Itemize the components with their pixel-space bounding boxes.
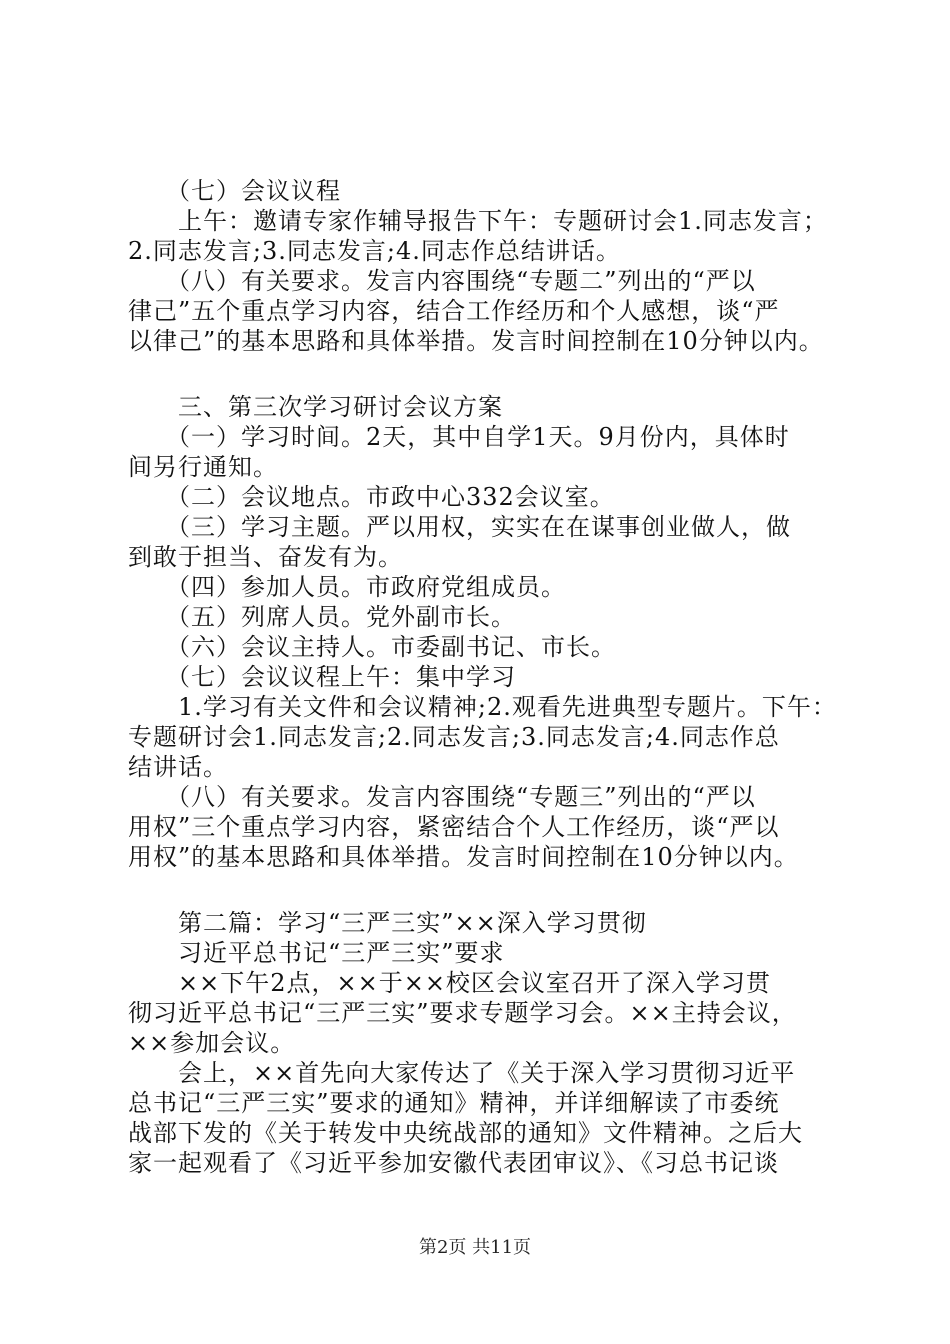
text-line: （二）会议地点。市政中心332会议室。 — [128, 483, 615, 511]
text-line: 彻习近平总书记“三严三实”要求专题学习会。××主持会议， — [128, 999, 797, 1027]
text-line: 会上，××首先向大家传达了《关于深入学习贯彻习近平 — [128, 1059, 796, 1087]
text-line: （七）会议议程上午：集中学习 — [128, 663, 516, 691]
text-line: 家一起观看了《习近平参加安徽代表团审议》、《习总书记谈 — [128, 1149, 779, 1177]
article-title-continued: 习近平总书记“三严三实”要求 — [128, 939, 505, 967]
text-line: （四）参加人员。市政府党组成员。 — [128, 573, 566, 601]
text-line: 专题研讨会1.同志发言;2.同志发言;3.同志发言;4.同志作总 — [128, 723, 780, 751]
text-line: （八）有关要求。发言内容围绕“专题二”列出的“严以 — [128, 267, 756, 295]
text-line: ××下午2点，××于××校区会议室召开了深入学习贯 — [128, 969, 771, 997]
text-line: （五）列席人员。党外副市长。 — [128, 603, 516, 631]
text-line: 1.学习有关文件和会议精神;2.观看先进典型专题片。下午： — [128, 693, 837, 721]
article-title: 第二篇：学习“三严三实”××深入学习贯彻 — [128, 909, 647, 937]
text-line: （八）有关要求。发言内容围绕“专题三”列出的“严以 — [128, 783, 756, 811]
text-line: 律己”五个重点学习内容，结合工作经历和个人感想，谈“严 — [128, 297, 780, 325]
text-line: （三）学习主题。严以用权，实实在在谋事创业做人，做 — [128, 513, 791, 541]
text-line: ××参加会议。 — [128, 1029, 296, 1057]
text-line: （一）学习时间。2天，其中自学1天。9月份内，具体时 — [128, 423, 790, 451]
text-line: （七）会议议程 — [128, 177, 341, 205]
page-number-footer: 第2页 共11页 — [418, 1237, 532, 1258]
text-line: （六）会议主持人。市委副书记、市长。 — [128, 633, 616, 661]
section-heading: 三、第三次学习研讨会议方案 — [128, 393, 503, 421]
text-line: 总书记“三严三实”要求的通知》精神，并详细解读了市委统 — [128, 1089, 780, 1117]
text-line: 2.同志发言;3.同志发言;4.同志作总结讲话。 — [128, 237, 621, 265]
document-body — [128, 176, 840, 1178]
paragraph-gap — [128, 356, 840, 392]
text-line: 以律己”的基本思路和具体举措。发言时间控制在10分钟以内。 — [128, 327, 824, 355]
text-line: 用权”的基本思路和具体举措。发言时间控制在10分钟以内。 — [128, 843, 799, 871]
text-line: 到敢于担当、奋发有为。 — [128, 543, 403, 571]
text-line: 用权”三个重点学习内容，紧密结合个人工作经历，谈“严以 — [128, 813, 780, 841]
text-line: 结讲话。 — [128, 753, 228, 781]
paragraph-gap — [128, 872, 840, 908]
text-line: 上午：邀请专家作辅导报告下午：专题研讨会1.同志发言； — [128, 207, 828, 235]
text-line: 战部下发的《关于转发中央统战部的通知》文件精神。之后大 — [128, 1119, 803, 1147]
text-line: 间另行通知。 — [128, 453, 278, 481]
